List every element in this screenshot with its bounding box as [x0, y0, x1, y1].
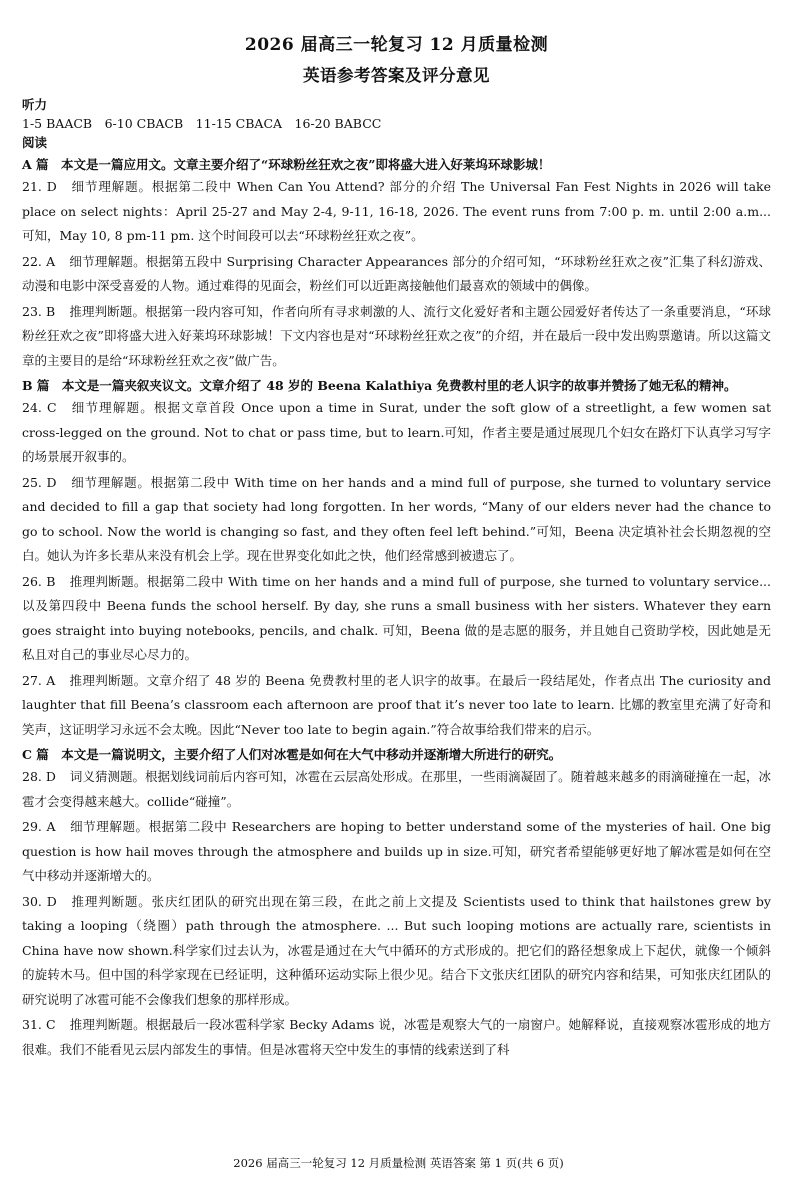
answer-item [22, 570, 771, 668]
reading-heading: 阅读 [22, 135, 48, 150]
answer-explanation: 推理判断题。张庆红团队的研究出现在第三段，在此之前上文提及 Scientists used to think that hailstones grew by taking a looping（绕圈）path through the atmosphere. ... But such looping motions are actually rare, scientists in China have now shown.科学家们过去认为，冰雹是通过在大气中循环的方式形成的。把它们的路径想象成上下起伏，就像一个倾斜的旋转木马。但中国的科学家现在已经证明，这种循环运动实际上很少见。结合下文张庆红团队的研究内容和结果，可知张庆红团队的研究说明了冰雹可能不会像我们想象的那样形成。 [22, 893, 771, 1007]
answer-explanation: 细节理解题。根据第二段中 Researchers are hoping to better understand some of the mysteries of hail. One big question is how hail moves through the atmosphere and builds up in size.可知，研究者希望能够更好地了解冰雹是如何在空气中移动并逐渐增大的。 [22, 819, 771, 883]
answer-number: 25. D [22, 474, 57, 490]
listening-answers: 1-5 BAACB 6-10 CBACB 11-15 CBACA 16-20 BABCC [22, 116, 382, 131]
answer-explanation: 细节理解题。根据第二段中 With time on her hands and a mind full of purpose, she turned to voluntary service and decided to fill a gap that society had long forgotten. In her words, “Many of our elders never had the chance to go to school. Now the world is changing so fast, and they often feel left behind.”可知，Beena 决定填补社会长期忽视的空白。她认为许多长辈从来没有机会上学。现在世界变化如此之快，他们经常感到被遗忘了。 [22, 474, 772, 563]
section-b-intro: B 篇 本文是一篇夹叙夹议文。文章介绍了 48 岁的 Beena Kalathiya 免费教村里的老人识字的故事并赞扬了她无私的精神。 [22, 378, 737, 393]
document-title: 2026 届高三一轮复习 12 月质量检测 [244, 35, 549, 55]
section-a-intro: A 篇 本文是一篇应用文。文章主要介绍了“环球粉丝狂欢之夜”即将盛大进入好莱坞环球影城！ [22, 157, 551, 172]
answer-explanation: 推理判断题。根据第二段中 With time on her hands and a mind full of purpose, she turned to voluntary service... 以及第四段中 Beena funds the school herself. By day, she runs a small business with her sisters. Whatever they earn goes straight into buying notebooks, pencils, and chalk. 可知，Beena 做的是志愿的服务，并且她自己资助学校，因此她是无私且对自己的事业尽心尽力的。 [22, 573, 771, 662]
answer-number: 30. D [22, 893, 57, 909]
answer-number: 29. A [22, 819, 56, 834]
answer-explanation: 推理判断题。根据第一段内容可知，作者向所有寻求刺激的人、流行文化爱好者和主题公园爱好者传达了一条重要消息，“环球粉丝狂欢之夜”即将盛大进入好莱坞环球影城！下文内容也是对“环球粉丝狂欢之夜”的介绍，并在最后一段中发出购票邀请。所以这篇文章的主要目的是给“环球粉丝狂欢之夜”做广告。 [22, 303, 771, 368]
document-subtitle: 英语参考答案及评分意见 [303, 66, 490, 85]
answer-item [22, 815, 771, 889]
answer-item [22, 175, 771, 249]
answer-number: 26. B [22, 573, 56, 589]
answer-item [22, 765, 771, 814]
page-footer: 2026 届高三一轮复习 12 月质量检测 英语答案 第 1 页(共 6 页) [233, 1156, 564, 1170]
answer-explanation: 细节理解题。根据第二段中 When Can You Attend? 部分的介绍 The Universal Fan Fest Nights in 2026 will take place on select nights：April 25-27 and May 2-4, 9-11, 16-18, 2026. The event runs from 7:00 p. m. until 2:00 a.m... 可知，May 10, 8 pm-11 pm. 这个时间段可以去“环球粉丝狂欢之夜”。 [22, 179, 771, 243]
answer-item [22, 250, 771, 299]
answer-number: 31. C [22, 1017, 56, 1032]
answer-number: 27. A [22, 672, 56, 688]
answer-explanation: 词义猜测题。根据划线词前后内容可知，冰雹在云层高处形成。在那里，一些雨滴凝固了。随着越来越多的雨滴碰撞在一起，冰雹才会变得越来越大。collide“碰撞”。 [22, 769, 771, 809]
answer-number: 24. C [22, 400, 57, 415]
answer-number: 23. B [22, 303, 56, 319]
answer-number: 21. D [22, 179, 57, 194]
answer-number: 28. D [22, 769, 56, 784]
answer-item [22, 471, 771, 569]
answer-item [22, 396, 771, 470]
answer-explanation: 细节理解题。根据第五段中 Surprising Character Appearances 部分的介绍可知，“环球粉丝狂欢之夜”汇集了科幻游戏、动漫和电影中深受喜爱的人物。通过难得的见面会，粉丝们可以近距离接触他们最喜欢的领域中的偶像。 [22, 253, 771, 293]
answer-explanation: 推理判断题。文章介绍了 48 岁的 Beena 免费教村里的老人识字的故事。在最后一段结尾处，作者点出 The curiosity and laughter that fill Beena’s classroom each afternoon are proof that it’s never too late to learn. 比娜的教室里充满了好奇和笑声，这证明学习永远不会太晚。因此“Never too late to begin again.”符合故事给我们带来的启示。 [22, 672, 771, 737]
answer-item [22, 300, 771, 374]
answer-explanation: 细节理解题。根据文章首段 Once upon a time in Surat, under the soft glow of a streetlight, a few women sat cross-legged on the ground. Not to chat or pass time, but to learn.可知，作者主要是通过展现几个妇女在路灯下认真学习写字的场景展开叙事的。 [22, 400, 772, 464]
answer-item [22, 669, 771, 743]
answer-item [22, 1013, 771, 1062]
section-c-intro: C 篇 本文是一篇说明文，主要介绍了人们对冰雹是如何在大气中移动并逐渐增大所进行的研究。 [22, 747, 562, 762]
answer-number: 22. A [22, 253, 56, 269]
answer-item [22, 890, 771, 1013]
answer-explanation: 推理判断题。根据最后一段冰雹科学家 Becky Adams 说，冰雹是观察大气的一扇窗户。她解释说，直接观察冰雹形成的地方很难。我们不能看见云层内部发生的事情。但是冰雹将天空中发生的事情的线索送到了科 [22, 1017, 771, 1057]
listening-heading: 听力 [22, 97, 48, 112]
